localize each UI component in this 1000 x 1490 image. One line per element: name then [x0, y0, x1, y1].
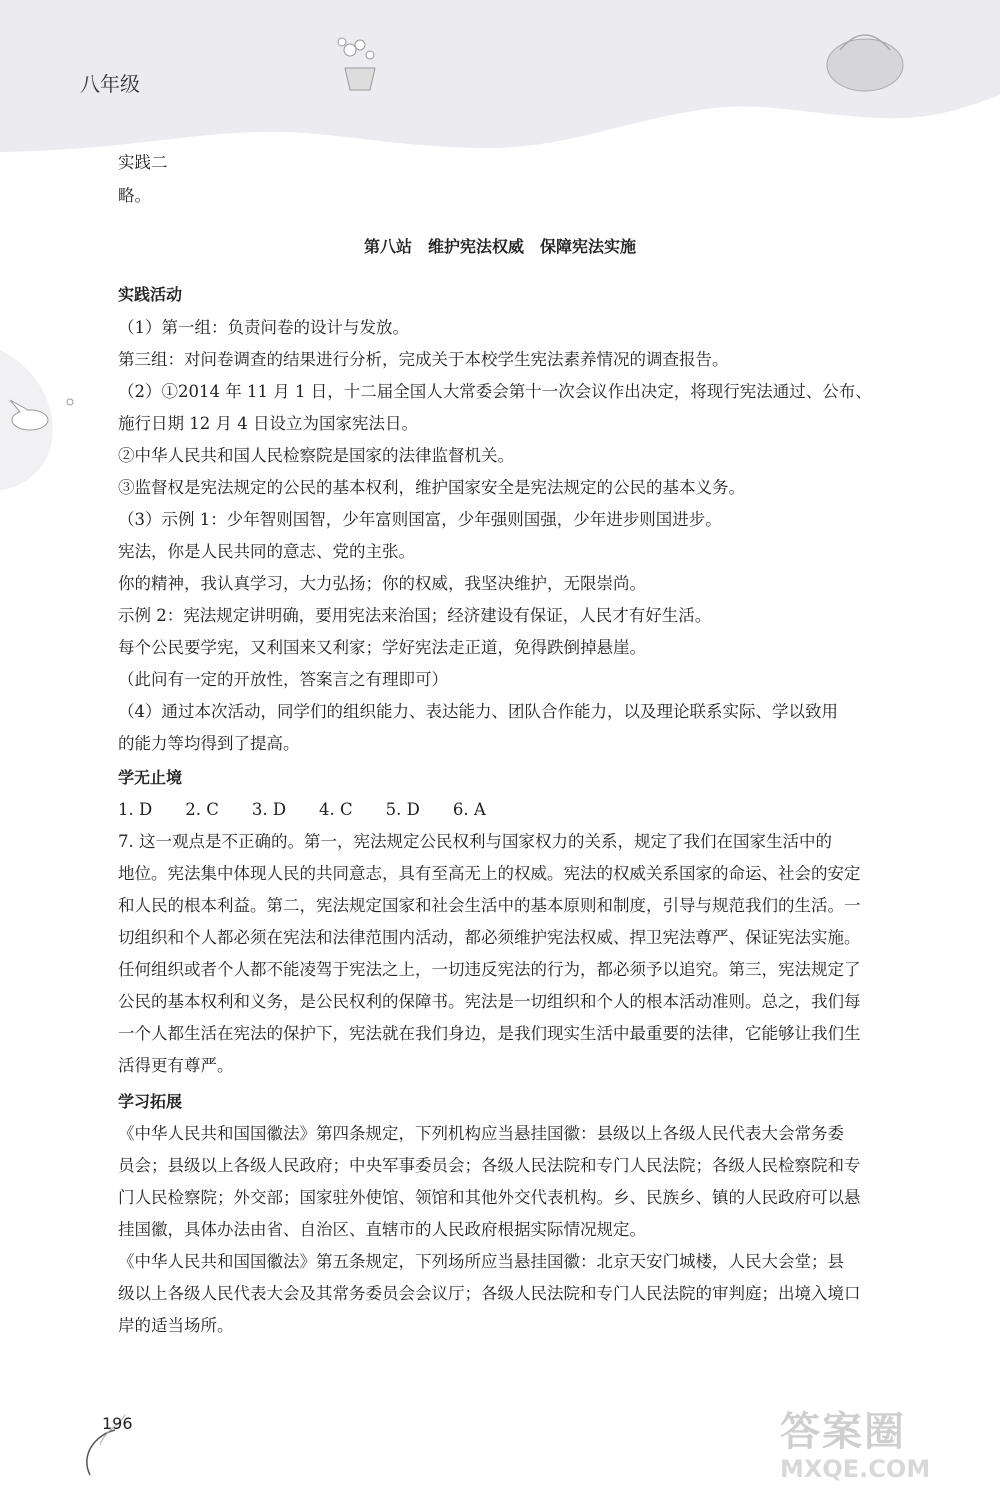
practice-line: 第三组：对问卷调查的结果进行分析，完成关于本校学生宪法素养情况的调查报告。 [118, 350, 729, 369]
exercise-line: 公民的基本权利和义务，是公民权利的保障书。宪法是一切组织和个人的根本活动准则。总之，我们每 [118, 992, 861, 1011]
exercise-line: 7. 这一观点是不正确的。第一，宪法规定公民权利与国家权力的关系，规定了我们在国家生活中的 [118, 832, 832, 851]
exercise-line: 和人民的根本利益。第二，宪法规定国家和社会生活中的基本原则和制度，引导与规范我们的生活。一 [118, 896, 861, 915]
extension-line: 挂国徽，具体办法由省、自治区、直辖市的人民政府根据实际情况规定。 [118, 1220, 646, 1239]
practice-line: （4）通过本次活动，同学们的组织能力、表达能力、团队合作能力，以及理论联系实际、学以致用 [118, 702, 838, 721]
header-band [0, 0, 1000, 160]
grade-label: 八年级 [80, 72, 140, 96]
practice-line: （3）示例 1：少年智则国智，少年富则国富，少年强则国强，少年进步则国进步。 [118, 510, 722, 529]
extension-line: 门人民检察院；外交部；国家驻外使馆、领馆和其他外交代表机构。乡、民族乡、镇的人民政府可以悬 [118, 1188, 861, 1207]
practice-line: 宪法，你是人民共同的意志、党的主张。 [118, 542, 415, 561]
extension-line: 员会；县级以上各级人民政府；中央军事委员会；各级人民法院和专门人民法院；各级人民检察院和专 [118, 1156, 861, 1175]
extension-line: 《中华人民共和国国徽法》第四条规定，下列机构应当悬挂国徽：县级以上各级人民代表大会常务委 [118, 1124, 844, 1143]
exercise-line: 活得更有尊严。 [118, 1056, 234, 1075]
practice-line: （1）第一组：负责问卷的设计与发放。 [118, 318, 409, 337]
practice-line: （此问有一定的开放性，答案言之有理即可） [118, 670, 448, 689]
bird-decoration [0, 350, 90, 490]
practice-line: ②中华人民共和国人民检察院是国家的法律监督机关。 [118, 446, 514, 465]
watermark-url: MXQE.COM [780, 1455, 931, 1483]
section-title: 第八站 维护宪法权威 保障宪法实施 [363, 237, 636, 256]
extension-line: 级以上各级人民代表大会及其常务委员会会议厅；各级人民法院和专门人民法院的审判庭；出境入境口 [118, 1284, 861, 1303]
watermark-logo [780, 1400, 930, 1483]
practice-line: 示例 2：宪法规定讲明确，要用宪法来治国；经济建设有保证，人民才有好生活。 [118, 606, 712, 625]
exercise-line: 一个人都生活在宪法的保护下，宪法就在我们身边，是我们现实生活中最重要的法律，它能够让我们生 [118, 1024, 861, 1043]
practice-line: 施行日期 12 月 4 日设立为国家宪法日。 [118, 414, 418, 433]
watermark-title: 答案圈 [780, 1409, 906, 1455]
intro-heading: 实践二 [118, 153, 168, 172]
practice-line: ③监督权是宪法规定的公民的基本权利，维护国家安全是宪法规定的公民的基本义务。 [118, 478, 745, 497]
extension-line: 《中华人民共和国国徽法》第五条规定，下列场所应当悬挂国徽：北京天安门城楼，人民大会堂；县 [118, 1252, 844, 1271]
extension-line: 岸的适当场所。 [118, 1316, 234, 1335]
exercise-line: 任何组织或者个人都不能凌驾于宪法之上，一切违反宪法的行为，都必须予以追究。第三，宪法规定了 [118, 960, 861, 979]
practice-line: 每个公民要学宪，又利国来又利家；学好宪法走正道，免得跌倒掉悬崖。 [118, 638, 646, 657]
page-number: 196 [102, 1414, 133, 1433]
practice-heading: 实践活动 [118, 285, 183, 304]
exercise-line: 切组织和个人都必须在宪法和法律范围内活动，都必须维护宪法权威、捍卫宪法尊严、保证宪法实施。 [118, 928, 861, 947]
practice-line: 你的精神，我认真学习，大力弘扬；你的权威，我坚决维护，无限崇尚。 [118, 574, 646, 593]
extension-heading: 学习拓展 [118, 1092, 183, 1111]
exercises-heading: 学无止境 [118, 768, 183, 787]
practice-line: （2）①2014 年 11 月 1 日，十二届全国人大常委会第十一次会议作出决定，将现行宪法通过、公布、 [118, 382, 872, 401]
multiple-choice-answers: 1. D 2. C 3. D 4. C 5. D 6. A [118, 800, 486, 819]
intro-text: 略。 [118, 186, 151, 205]
exercise-line: 地位。宪法集中体现人民的共同意志，具有至高无上的权威。宪法的权威关系国家的命运、社会的安定 [118, 864, 861, 883]
practice-line: 的能力等均得到了提高。 [118, 734, 300, 753]
leaf-swirl-decoration [70, 1400, 130, 1480]
